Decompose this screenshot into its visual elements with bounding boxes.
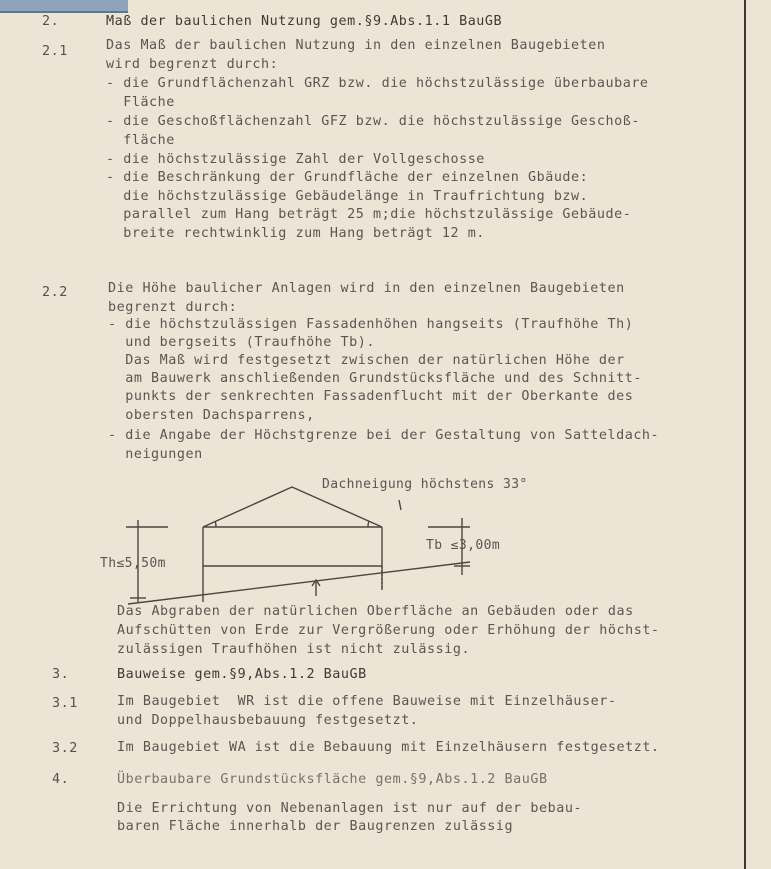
section-2-2-line: - die höchstzulässigen Fassadenhöhen hangseits (Traufhöhe Th) xyxy=(108,317,634,332)
section-3-number: 3. xyxy=(52,667,70,682)
section-2-2-line: begrenzt durch: xyxy=(108,300,238,315)
section-3-1-line: und Doppelhausbebauung festgesetzt. xyxy=(117,713,419,728)
section-2-heading: Maß der baulichen Nutzung gem.§9.Abs.1.1 BauGB xyxy=(106,14,503,29)
section-2-2-number: 2.2 xyxy=(42,285,68,300)
section-4-heading: Überbaubare Grundstücksfläche gem.§9,Abs.1.2 BauGB xyxy=(117,772,548,787)
excavation-note-line: Das Abgraben der natürlichen Oberfläche an Gebäuden oder das xyxy=(117,604,634,619)
section-2-2-line: - die Angabe der Höchstgrenze bei der Gestaltung von Satteldach- xyxy=(108,428,660,443)
section-2-1-line: - die Grundflächenzahl GRZ bzw. die höchstzulässige überbaubare xyxy=(106,76,649,91)
section-4-number: 4. xyxy=(52,772,70,787)
roof-angle-arc-left xyxy=(215,521,216,527)
roof-angle-arc-right xyxy=(368,521,369,527)
section-2-1-line: - die höchstzulässige Zahl der Vollgeschosse xyxy=(106,152,485,167)
section-2-1-line: - die Geschoßflächenzahl GFZ bzw. die höchstzulässige Geschoß- xyxy=(106,114,640,129)
section-2-2-line: Die Höhe baulicher Anlagen wird in den einzelnen Baugebieten xyxy=(108,281,625,296)
natural-ground-slope xyxy=(128,562,470,604)
section-3-2-line: Im Baugebiet WA ist die Bebauung mit Einzelhäusern festgesetzt. xyxy=(117,740,660,755)
section-4-line: baren Fläche innerhalb der Baugrenzen zulässig xyxy=(117,819,514,834)
section-2-1-line: - die Beschränkung der Grundfläche der einzelnen Gbäude: xyxy=(106,170,589,185)
section-2-2-line: am Bauwerk anschließenden Grundstücksfläche und des Schnitt- xyxy=(108,371,642,386)
section-2-2-line: Das Maß wird festgesetzt zwischen der natürlichen Höhe der xyxy=(108,353,625,368)
section-2-1-line: Das Maß der baulichen Nutzung in den einzelnen Baugebieten xyxy=(106,38,606,53)
section-2-2-line: obersten Dachsparrens, xyxy=(108,408,315,423)
gable-roof-outline xyxy=(203,487,382,527)
section-2-1-line: wird begrenzt durch: xyxy=(106,57,279,72)
excavation-note-line: zulässigen Traufhöhen ist nicht zulässig. xyxy=(117,642,471,657)
section-4-line: Die Errichtung von Nebenanlagen ist nur auf der bebau- xyxy=(117,801,583,816)
section-3-2-number: 3.2 xyxy=(52,741,78,756)
section-2-2-line: neigungen xyxy=(108,447,203,462)
section-2-1-line: breite rechtwinklig zum Hang beträgt 12 m. xyxy=(106,226,485,241)
section-3-1-number: 3.1 xyxy=(52,696,78,711)
section-3-1-line: Im Baugebiet WR ist die offene Bauweise mit Einzelhäuser- xyxy=(117,694,617,709)
tb-height-label: Tb ≤3,00m xyxy=(426,538,501,553)
section-2-1-line: fläche xyxy=(106,133,175,148)
roof-pitch-label: Dachneigung höchstens 33° xyxy=(322,477,528,492)
roof-label-pointer xyxy=(399,500,401,510)
excavation-note-line: Aufschütten von Erde zur Vergrößerung oder Erhöhung der höchst- xyxy=(117,623,660,638)
th-height-label: Th≤5,50m xyxy=(100,556,166,571)
section-3-heading: Bauweise gem.§9,Abs.1.2 BauGB xyxy=(117,667,367,682)
section-2-1-line: Fläche xyxy=(106,95,175,110)
section-2-2-line: punkts der senkrechten Fassadenflucht mit der Oberkante des xyxy=(108,389,634,404)
section-2-number: 2. xyxy=(42,14,60,29)
section-2-1-number: 2.1 xyxy=(42,44,68,59)
section-2-1-line: parallel zum Hang beträgt 25 m;die höchstzulässige Gebäude- xyxy=(106,207,632,222)
section-2-2-line: und bergseits (Traufhöhe Tb). xyxy=(108,335,375,350)
section-2-1-line: die höchstzulässige Gebäudelänge in Traufrichtung bzw. xyxy=(106,189,589,204)
